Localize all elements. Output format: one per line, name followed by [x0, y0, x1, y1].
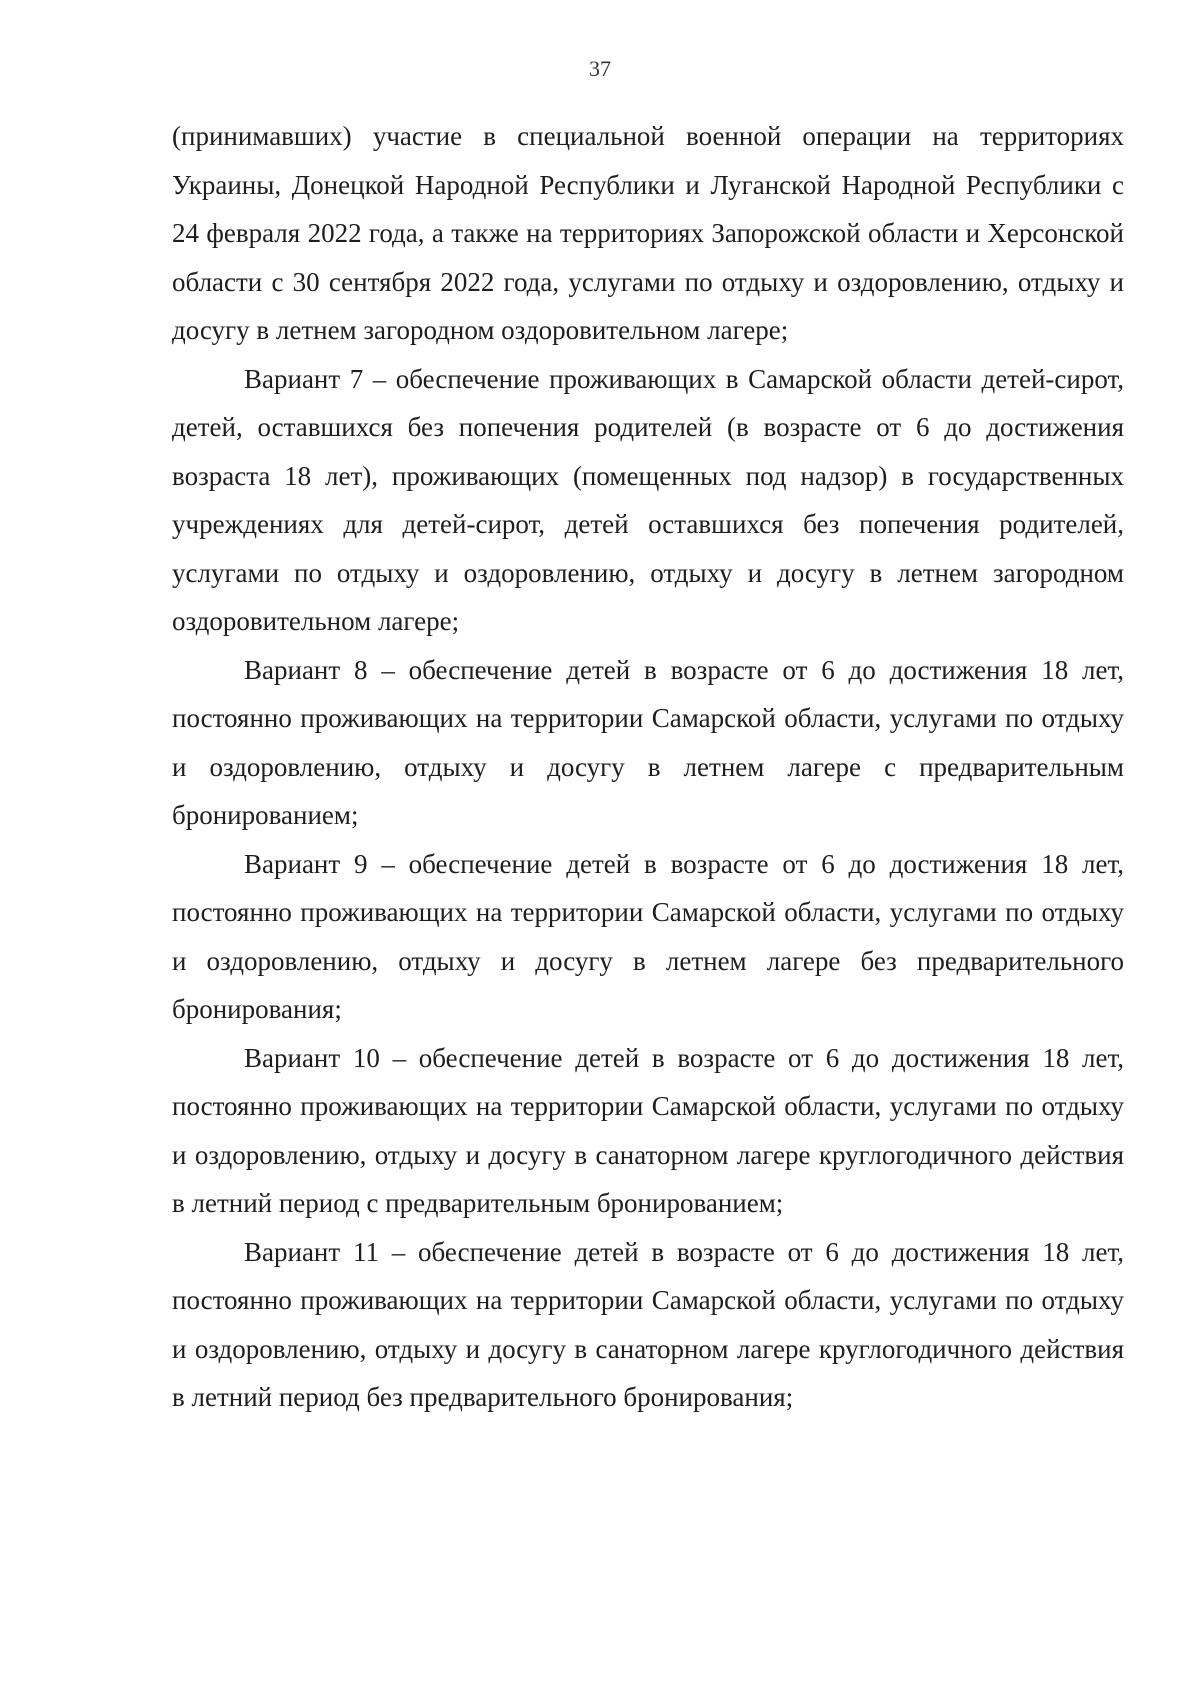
page-number: 37 [589, 56, 611, 81]
document-body [172, 112, 1124, 1422]
paragraph-continuation: (принимавших) участие в специальной военной операции на территориях Украины, Донецкой Народной Республики и Луганской Народной Республики с 24 февраля 2022 года, а также на территориях Запорожской области и Херсонской области с 30 сентября 2022 года, услугами по отдыху и оздоровлению, отдыху и досугу в летнем загородном оздоровительном лагере; [172, 121, 1124, 345]
paragraph-variant-7: Вариант 7 – обеспечение проживающих в Самарской области детей-сирот, детей, оставшихся без попечения родителей (в возрасте от 6 до достижения возраста 18 лет), проживающих (помещенных под надзор) в государственных учреждениях для детей-сирот, детей оставшихся без попечения родителей, услугами по отдыху и оздоровлению, отдыху и досугу в летнем загородном оздоровительном лагере; [172, 363, 1124, 636]
paragraph-variant-11: Вариант 11 – обеспечение детей в возрасте от 6 до достижения 18 лет, постоянно проживающих на территории Самарской области, услугами по отдыху и оздоровлению, отдыху и досугу в санаторном лагере круглогодичного действия в летний период без предварительного бронирования; [172, 1236, 1124, 1412]
paragraph-variant-10: Вариант 10 – обеспечение детей в возрасте от 6 до достижения 18 лет, постоянно проживающих на территории Самарской области, услугами по отдыху и оздоровлению, отдыху и досугу в санаторном лагере круглогодичного действия в летний период с предварительным бронированием; [172, 1042, 1124, 1218]
paragraph-variant-8: Вариант 8 – обеспечение детей в возрасте от 6 до достижения 18 лет, постоянно проживающих на территории Самарской области, услугами по отдыху и оздоровлению, отдыху и досугу в летнем лагере с предварительным бронированием; [172, 654, 1124, 830]
paragraph-variant-9: Вариант 9 – обеспечение детей в возрасте от 6 до достижения 18 лет, постоянно проживающих на территории Самарской области, услугами по отдыху и оздоровлению, отдыху и досугу в летнем лагере без предварительного бронирования; [172, 848, 1124, 1024]
